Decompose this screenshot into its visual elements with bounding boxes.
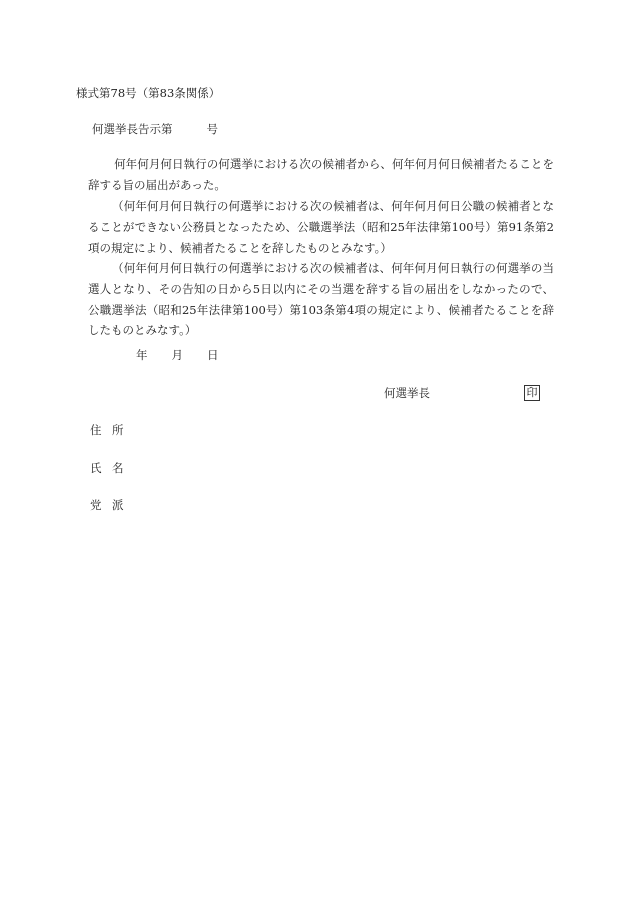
field-name-label: 氏 名 xyxy=(90,461,124,475)
seal-mark: 印 xyxy=(524,385,540,401)
field-party-label: 党 派 xyxy=(90,498,124,512)
paragraph-text: （何年何月何日執行の何選挙における次の候補者は、何年何月何日公職の候補者となることができない公務員となったため、公職選挙法（昭和25年法律第100号）第91条第2項の規定により、候補者たることを辞したものとみなす。） xyxy=(88,199,554,255)
notice-paragraph-elected xyxy=(88,258,554,341)
date-month: 月 xyxy=(171,348,183,362)
notice-paragraph-public-servant xyxy=(88,196,554,258)
date-row xyxy=(136,350,219,362)
notice-number xyxy=(92,124,218,136)
form-number: 様式第78号（第83条関係） xyxy=(76,86,221,100)
paragraph-text: 何年何月何日執行の何選挙における次の候補者から、何年何月何日候補者たることを辞する旨の届出があった。 xyxy=(88,157,554,192)
field-address-label: 住 所 xyxy=(90,423,124,437)
signer-title: 何選挙長 xyxy=(384,386,430,400)
date-year: 年 xyxy=(136,348,148,362)
notice-paragraph-main xyxy=(88,154,554,196)
paragraph-text: （何年何月何日執行の何選挙における次の候補者は、何年何月何日執行の何選挙の当選人となり、その告知の日から5日以内にその当選を辞する旨の届出をしなかったので、公職選挙法（昭和25年法律第100号）第103条第4項の規定により、候補者たることを辞したものとみなす。） xyxy=(88,261,554,338)
notice-number-prefix: 何選挙長告示第 xyxy=(92,122,173,136)
date-day: 日 xyxy=(207,348,219,362)
notice-number-suffix: 号 xyxy=(206,122,218,136)
